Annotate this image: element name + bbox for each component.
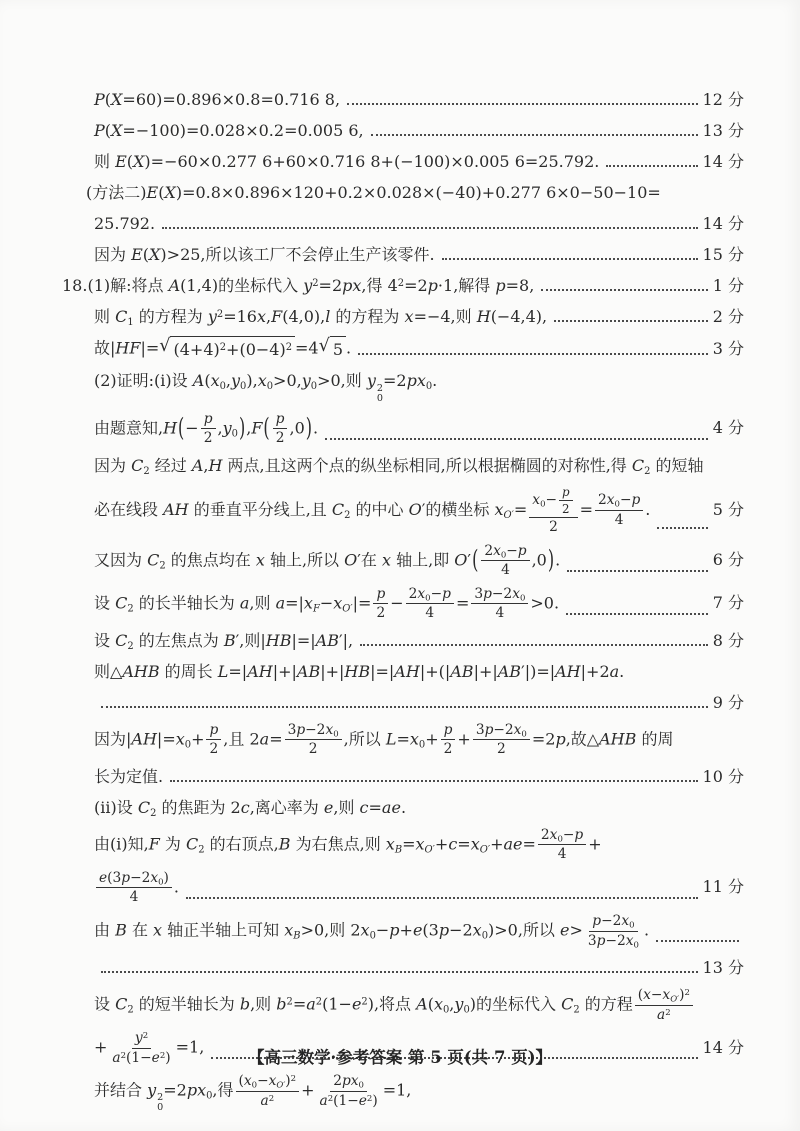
dotted-leader [101,691,708,715]
answer-line [62,629,744,653]
score-label: 2 分 [712,307,744,326]
answer-line [62,870,744,906]
score-label: 1 分 [712,276,744,295]
score-label: 5 分 [712,499,744,519]
dotted-leader [101,956,698,980]
score-label: 14 分 [702,214,744,233]
answer-line [62,586,744,622]
answer-line [62,722,744,758]
line-text: 并结合 y 2 0 $=2px_0$,得 $\frac{(x_0-x_{O'})^2}{a^2}$ + $\frac{2px_0}{a^2(1-e^2)}$ =1, [94,1073,412,1114]
answer-line [62,336,744,362]
dotted-leader [162,212,697,236]
line-text: 则 E(X)=−60×0.277 6+60×0.716 8+(−100)×0.005 6=25.792. [94,152,600,171]
dotted-leader [347,88,698,112]
score-label: 3 分 [712,338,744,358]
score-label: 7 分 [712,593,744,613]
dotted-leader [541,274,707,298]
line-text: 因为 $C_2$ 经过 A,H 两点,且这两个点的纵坐标相同,所以根据椭圆的对称性,得 $C_2$ 的短轴 [94,455,704,477]
answer-line [62,305,744,329]
answer-line [62,150,744,174]
line-text: $\frac{e(3p-2x_0)}{4}$ . [94,870,179,906]
answer-line [62,274,744,298]
answer-line [62,1073,744,1113]
dotted-leader [186,870,698,906]
dotted-leader [371,119,698,143]
line-text: 由 B 在 x 轴正半轴上可知 $x_B>0$,则 $2x_0-p+e(3p-2x_0)>0$,所以 e> $\frac{p-2x_0}{3p-2x_0}$ . [94,913,650,951]
line-text: 由(ⅰ)知,F 为 $C_2$ 的右顶点,B 为右焦点,则 $x_B=x_{O'}+c=x_{O'}+ae=$ $\frac{2x_0-p}{4}$ + [94,826,602,863]
answer-line [62,454,744,478]
answer-line [62,660,744,684]
dotted-leader [360,629,708,653]
score-label: 6 分 [712,550,744,570]
dotted-leader [567,543,708,579]
line-text: (ⅱ)设 $C_2$ 的焦距为 2c,离心率为 e,则 c=ae. [94,797,407,819]
line-text: 25.792. [94,214,156,233]
answer-line [62,827,744,863]
score-label: 10 分 [702,766,744,786]
answer-line [62,691,744,715]
line-text: P(X=60)=0.896×0.8=0.716 8, [94,90,341,109]
answer-line [62,119,744,143]
line-text: 长为定值. [94,766,164,786]
dotted-leader [170,765,697,789]
line-text: 设 $C_2$ 的短半轴长为 b,则 $b^2=a^2(1-e^2)$,将点 $A(x_0,y_0)$的坐标代入 $C_2$ 的方程 $\frac{(x-x_{O'})^2}{a^2}$ [94,987,695,1023]
line-text: P(X=−100)=0.028×0.2=0.005 6, [94,121,364,140]
score-label: 12 分 [702,90,744,109]
line-text: 因为 E(X)>25,所以该工厂不会停止生产该零件. [94,245,435,264]
line-text: 设 $C_2$ 的长半轴长为 a,则 $a=|x_F-x_{O'}|=$ $\frac{p}{2}$ − $\frac{2x_0-p}{4}$ = $\frac{3p-2x_0}{4}$ >0. [94,585,560,622]
score-label: 14 分 [702,1037,744,1057]
score-label: 13 分 [702,958,744,978]
footer-text: 【高三数学·参考答案 第 5 页(共 7 页)】 [247,1048,553,1067]
line-text: 则 $C_1$ 的方程为 $y^2=16x,F(4,0),l$ 的方程为 x=−4,则 H(−4,4), [94,307,548,328]
answer-line [62,765,744,789]
line-text: 由题意知,H(− $\frac{p}{2}$ $,y_0),F$( $\frac{p}{2}$ ,0). [94,410,319,447]
score-label: 4 分 [712,418,744,438]
answer-line [62,913,744,949]
line-text: 因为$|AH|=x_0+$ $\frac{p}{2}$ ,且 2a= $\frac{3p-2x_0}{2}$ ,所以 $L=x_0+$ $\frac{p}{2}$ + $\frac{3p-2x_0}{2}$ =2p,故△AHB 的周 [94,721,674,758]
dotted-leader [554,305,708,329]
dotted-leader [657,485,707,536]
answer-line [62,369,744,404]
line-text: (方法二)E(X)=0.8×0.896×120+0.2×0.028×(−40)+0.277 6×0−50−10= [86,183,661,202]
dotted-leader [358,336,708,362]
answer-line [62,212,744,236]
score-label: 15 分 [702,245,744,264]
answer-line [62,796,744,820]
line-text: (2)证明:(ⅰ)设 $A(x_0,y_0),x_0>0,y_0>0$,则 y 2 0 $=2px_0$. [94,371,438,404]
dotted-leader [606,150,697,174]
score-label: 14 分 [702,152,744,171]
line-text: 必在线段 AH 的垂直平分线上,且 $C_2$ 的中心 O′的横坐标 $x_{O'}=$ $x_0-$ $\frac{p}{2}$ 2 = $\frac{2x_0-p}{4}$ . [94,484,651,536]
line-text: 18.(1)解:将点 A(1,4)的坐标代入 $y^2=2px$,得 $4^2=2p\cdot 1$,解得 p=8, [62,276,535,295]
dotted-leader [325,411,708,447]
score-label: 9 分 [712,692,744,712]
answer-line [62,88,744,112]
line-text: 则△AHB 的周长 L=|AH|+|AB|+|HB|=|AH|+(|AB|+|AB′|)=|AH|+2a. [94,661,625,681]
answer-line [62,181,744,205]
answer-line [62,543,744,579]
dotted-leader [656,913,739,949]
line-text: + $\frac{y^2}{a^2(1-e^2)}$ =1, [94,1030,205,1066]
answer-line [62,485,744,536]
answer-line [62,243,744,267]
line-text: 故|HF|= √ $(4+4)^2+(0-4)^2$ =4 √ 5 . [94,336,351,362]
dotted-leader [566,586,708,622]
line-text: 设 $C_2$ 的左焦点为 B′,则|HB|=|AB′|, [94,630,354,652]
page-footer [0,1044,800,1068]
answer-line [62,956,744,980]
score-label: 13 分 [702,121,744,140]
answer-lines [62,88,744,1121]
line-text: 又因为 $C_2$ 的焦点均在 x 轴上,所以 O′在 x 轴上,即 O′( $\frac{2x_0-p}{4}$ ,0). [94,542,561,579]
answer-line [62,987,744,1023]
answer-line [62,411,744,447]
score-label: 11 分 [702,877,744,897]
dotted-leader [442,243,698,267]
score-label: 8 分 [712,630,744,650]
